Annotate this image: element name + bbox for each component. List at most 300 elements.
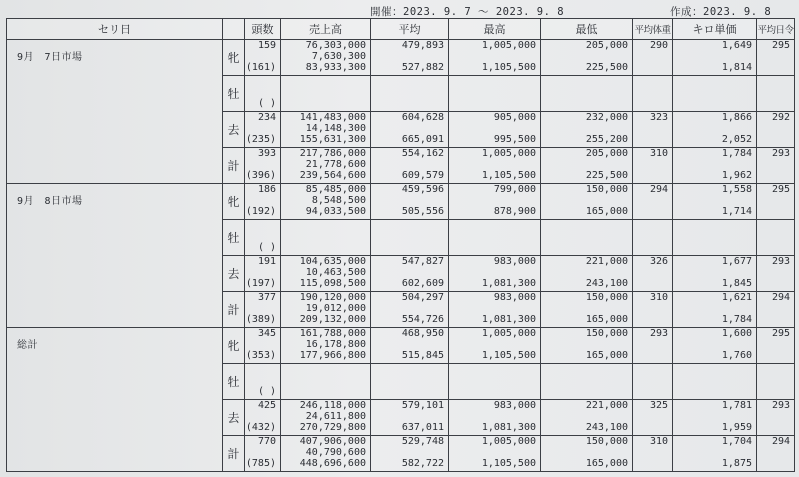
kilo-value: 1,704	[721, 436, 752, 447]
spacer	[449, 231, 536, 242]
kind-cell: 去	[223, 112, 245, 148]
sales-value: 104,635,000	[299, 256, 366, 267]
min-value: 150,000	[585, 436, 628, 447]
kilo-value: 1,621	[721, 292, 752, 303]
table-row	[7, 328, 795, 364]
spacer	[673, 87, 752, 98]
count-total: (192)	[245, 206, 276, 217]
weight-value	[633, 76, 668, 87]
age-value: 292	[771, 112, 790, 123]
spacer	[245, 447, 276, 458]
max-total: 1,105,500	[481, 350, 536, 361]
min-cell	[541, 220, 633, 256]
min-total	[541, 242, 628, 253]
sales-value	[281, 98, 366, 109]
spacer	[245, 51, 276, 62]
kind-cell: 去	[223, 256, 245, 292]
count-cell	[245, 436, 281, 472]
col-header-date: セリ日	[7, 19, 223, 40]
table-body	[7, 40, 795, 472]
max-total: 1,105,500	[481, 170, 536, 181]
age-cell	[757, 76, 795, 112]
count-value: 377	[257, 292, 276, 303]
spacer	[541, 339, 628, 350]
kind-cell: 計	[223, 292, 245, 328]
max-total: 1,081,300	[481, 314, 536, 325]
weight-value: 310	[649, 436, 668, 447]
min-value: 150,000	[585, 328, 628, 339]
sales-value: 141,483,000	[299, 112, 366, 123]
max-cell	[449, 436, 541, 472]
count-cell	[245, 292, 281, 328]
spacer	[371, 339, 444, 350]
spacer	[673, 159, 752, 170]
min-total: 243,100	[585, 278, 628, 289]
max-cell	[449, 112, 541, 148]
sales-value: 19,012,000	[305, 303, 366, 314]
max-cell	[449, 292, 541, 328]
max-cell	[449, 40, 541, 76]
kilo-price-cell	[673, 220, 757, 256]
max-total: 1,105,500	[481, 458, 536, 469]
spacer	[245, 375, 276, 386]
age-value: 295	[771, 40, 790, 51]
max-value: 983,000	[493, 400, 536, 411]
kind-cell: 計	[223, 436, 245, 472]
max-cell	[449, 148, 541, 184]
count-value: 191	[257, 256, 276, 267]
min-total	[541, 98, 628, 109]
spacer	[673, 231, 752, 242]
weight-value: 294	[649, 184, 668, 195]
weight-cell	[633, 76, 673, 112]
weight-value: 323	[649, 112, 668, 123]
count-cell	[245, 256, 281, 292]
min-cell	[541, 292, 633, 328]
spacer	[673, 339, 752, 350]
col-header-kilo-price: キロ単価	[673, 19, 757, 40]
kilo-price-cell	[673, 292, 757, 328]
market-date-cell: 9月 7日市場	[7, 40, 223, 184]
count-total: (396)	[245, 170, 276, 181]
col-header-avg: 平均	[371, 19, 449, 40]
avg-total: 554,726	[401, 314, 444, 325]
avg-cell	[371, 256, 449, 292]
kilo-value: 1,600	[721, 328, 752, 339]
spacer	[449, 51, 536, 62]
age-value	[757, 220, 790, 231]
sales-cell	[281, 292, 371, 328]
kilo-price-cell	[673, 76, 757, 112]
age-cell	[757, 400, 795, 436]
sales-value	[281, 87, 366, 98]
sales-value	[281, 364, 366, 375]
kilo-price-cell	[673, 184, 757, 220]
market-date-cell: 総計	[7, 328, 223, 472]
spacer	[673, 51, 752, 62]
weight-cell	[633, 148, 673, 184]
kilo-total	[673, 386, 752, 397]
spacer	[541, 159, 628, 170]
count-total: (197)	[245, 278, 276, 289]
spacer	[245, 339, 276, 350]
max-total: 1,105,500	[481, 62, 536, 73]
sales-cell	[281, 112, 371, 148]
weight-cell	[633, 220, 673, 256]
sales-value	[281, 231, 366, 242]
spacer	[673, 195, 752, 206]
max-value: 1,005,000	[481, 328, 536, 339]
avg-cell	[371, 400, 449, 436]
avg-cell	[371, 76, 449, 112]
sales-value	[281, 375, 366, 386]
max-cell	[449, 364, 541, 400]
min-total	[541, 386, 628, 397]
avg-total: 637,011	[401, 422, 444, 433]
spacer	[541, 87, 628, 98]
kilo-value: 1,677	[721, 256, 752, 267]
kilo-value	[673, 364, 752, 375]
spacer	[541, 303, 628, 314]
kind-cell: 牡	[223, 220, 245, 256]
sales-value: 448,696,600	[299, 458, 366, 469]
spacer	[245, 195, 276, 206]
count-cell	[245, 400, 281, 436]
age-cell	[757, 436, 795, 472]
spacer	[371, 267, 444, 278]
sales-value: 239,564,600	[299, 170, 366, 181]
kilo-value: 1,866	[721, 112, 752, 123]
age-cell	[757, 148, 795, 184]
weight-cell	[633, 400, 673, 436]
max-value: 983,000	[493, 292, 536, 303]
avg-cell	[371, 40, 449, 76]
sales-value: 85,485,000	[305, 184, 366, 195]
count-total: ( )	[257, 242, 276, 253]
avg-total	[371, 242, 444, 253]
count-cell	[245, 328, 281, 364]
kilo-total: 1,760	[721, 350, 752, 361]
spacer	[449, 159, 536, 170]
avg-value: 468,950	[401, 328, 444, 339]
sales-value: 407,906,000	[299, 436, 366, 447]
sales-value: 8,548,500	[311, 195, 366, 206]
sales-value: 21,778,600	[305, 159, 366, 170]
min-total: 225,500	[585, 62, 628, 73]
market-date-cell: 9月 8日市場	[7, 184, 223, 328]
weight-value: 310	[649, 148, 668, 159]
count-value: 345	[257, 328, 276, 339]
min-cell	[541, 436, 633, 472]
count-total: (235)	[245, 134, 276, 145]
col-header-weight: 平均体重	[633, 19, 673, 40]
min-cell	[541, 76, 633, 112]
min-cell	[541, 112, 633, 148]
table-row	[7, 184, 795, 220]
spacer	[371, 447, 444, 458]
count-cell	[245, 40, 281, 76]
spacer	[449, 87, 536, 98]
kilo-total: 1,814	[721, 62, 752, 73]
sales-cell	[281, 400, 371, 436]
avg-total	[371, 386, 444, 397]
spacer	[541, 51, 628, 62]
min-total: 165,000	[585, 350, 628, 361]
weight-cell	[633, 40, 673, 76]
sales-cell	[281, 40, 371, 76]
spacer	[673, 375, 752, 386]
kilo-price-cell	[673, 112, 757, 148]
col-header-age: 平均日令	[757, 19, 795, 40]
max-cell	[449, 184, 541, 220]
sales-value: 190,120,000	[299, 292, 366, 303]
sales-cell	[281, 76, 371, 112]
sales-value: 115,098,500	[299, 278, 366, 289]
spacer	[371, 375, 444, 386]
avg-value: 529,748	[401, 436, 444, 447]
weight-cell	[633, 436, 673, 472]
spacer	[541, 267, 628, 278]
sales-cell	[281, 364, 371, 400]
kilo-price-cell	[673, 436, 757, 472]
header-row	[7, 19, 795, 40]
avg-cell	[371, 292, 449, 328]
kilo-total: 1,714	[721, 206, 752, 217]
spacer	[449, 411, 536, 422]
max-cell	[449, 220, 541, 256]
sales-value	[281, 76, 366, 87]
age-cell	[757, 220, 795, 256]
min-value: 205,000	[585, 40, 628, 51]
avg-total	[371, 98, 444, 109]
spacer	[245, 303, 276, 314]
avg-total: 609,579	[401, 170, 444, 181]
avg-value: 459,596	[401, 184, 444, 195]
kilo-value: 1,649	[721, 40, 752, 51]
spacer	[245, 231, 276, 242]
count-value: 186	[257, 184, 276, 195]
age-cell	[757, 364, 795, 400]
table-row	[7, 40, 795, 76]
count-total: (785)	[245, 458, 276, 469]
min-cell	[541, 184, 633, 220]
spacer	[449, 303, 536, 314]
sales-value	[281, 220, 366, 231]
spacer	[449, 447, 536, 458]
spacer	[673, 447, 752, 458]
kilo-price-cell	[673, 400, 757, 436]
age-value	[757, 76, 790, 87]
spacer	[245, 159, 276, 170]
kilo-value: 1,784	[721, 148, 752, 159]
kilo-total: 1,784	[721, 314, 752, 325]
spacer	[541, 411, 628, 422]
age-cell	[757, 328, 795, 364]
sales-value: 16,178,800	[305, 339, 366, 350]
sales-value: 83,933,300	[305, 62, 366, 73]
spacer	[449, 267, 536, 278]
avg-cell	[371, 364, 449, 400]
spacer	[541, 195, 628, 206]
avg-value	[371, 364, 444, 375]
max-total	[449, 386, 536, 397]
min-value	[541, 364, 628, 375]
weight-value: 326	[649, 256, 668, 267]
sales-cell	[281, 436, 371, 472]
sales-cell	[281, 148, 371, 184]
avg-cell	[371, 112, 449, 148]
min-value: 232,000	[585, 112, 628, 123]
avg-cell	[371, 328, 449, 364]
count-cell	[245, 220, 281, 256]
kilo-price-cell	[673, 256, 757, 292]
age-value: 293	[771, 148, 790, 159]
avg-value: 479,893	[401, 40, 444, 51]
count-cell	[245, 364, 281, 400]
spacer	[245, 411, 276, 422]
sales-value: 270,729,800	[299, 422, 366, 433]
sales-value: 7,630,300	[311, 51, 366, 62]
min-value	[541, 220, 628, 231]
col-header-count: 頭数	[245, 19, 281, 40]
min-total: 165,000	[585, 206, 628, 217]
age-value: 294	[771, 292, 790, 303]
avg-value: 554,162	[401, 148, 444, 159]
col-header-max: 最高	[449, 19, 541, 40]
weight-cell	[633, 364, 673, 400]
created-date: 作成：2023. 9. 8	[670, 6, 772, 18]
max-total: 1,081,300	[481, 422, 536, 433]
sales-value: 14,148,300	[305, 123, 366, 134]
spacer	[371, 411, 444, 422]
spacer	[371, 195, 444, 206]
sales-cell	[281, 328, 371, 364]
count-total: (432)	[245, 422, 276, 433]
count-value	[245, 76, 276, 87]
max-value: 983,000	[493, 256, 536, 267]
min-total: 165,000	[585, 314, 628, 325]
avg-value: 547,827	[401, 256, 444, 267]
min-total: 243,100	[585, 422, 628, 433]
max-cell	[449, 76, 541, 112]
count-value: 234	[257, 112, 276, 123]
max-cell	[449, 256, 541, 292]
max-total: 995,500	[493, 134, 536, 145]
spacer	[673, 123, 752, 134]
min-value: 150,000	[585, 292, 628, 303]
age-value: 293	[771, 400, 790, 411]
kilo-price-cell	[673, 148, 757, 184]
avg-total: 527,882	[401, 62, 444, 73]
age-value: 295	[771, 184, 790, 195]
max-value: 1,005,000	[481, 436, 536, 447]
kilo-value: 1,781	[721, 400, 752, 411]
col-header-sales: 売上高	[281, 19, 371, 40]
spacer	[371, 87, 444, 98]
sales-value	[281, 386, 366, 397]
sales-value: 161,788,000	[299, 328, 366, 339]
document-header	[370, 4, 789, 18]
sales-value: 76,303,000	[305, 40, 366, 51]
weight-value: 293	[649, 328, 668, 339]
max-value	[449, 364, 536, 375]
spacer	[541, 447, 628, 458]
avg-cell	[371, 220, 449, 256]
count-value: 159	[257, 40, 276, 51]
count-value	[245, 220, 276, 231]
spacer	[449, 375, 536, 386]
age-value	[757, 364, 790, 375]
kind-cell: 牝	[223, 40, 245, 76]
sales-value: 217,786,000	[299, 148, 366, 159]
spacer	[449, 339, 536, 350]
kilo-value: 1,558	[721, 184, 752, 195]
age-cell	[757, 184, 795, 220]
weight-cell	[633, 292, 673, 328]
min-total: 225,500	[585, 170, 628, 181]
count-total: (161)	[245, 62, 276, 73]
count-cell	[245, 112, 281, 148]
max-cell	[449, 328, 541, 364]
min-value: 221,000	[585, 400, 628, 411]
kind-cell: 計	[223, 148, 245, 184]
kilo-total: 1,875	[721, 458, 752, 469]
min-cell	[541, 400, 633, 436]
kilo-value	[673, 220, 752, 231]
sales-value: 94,033,500	[305, 206, 366, 217]
age-cell	[757, 292, 795, 328]
min-total: 255,200	[585, 134, 628, 145]
min-cell	[541, 364, 633, 400]
spacer	[245, 267, 276, 278]
spacer	[541, 375, 628, 386]
avg-value: 504,297	[401, 292, 444, 303]
spacer	[541, 123, 628, 134]
kilo-value	[673, 76, 752, 87]
spacer	[371, 51, 444, 62]
count-value: 770	[257, 436, 276, 447]
sales-table	[6, 18, 795, 472]
count-total: ( )	[257, 386, 276, 397]
spacer	[449, 123, 536, 134]
kilo-total	[673, 98, 752, 109]
avg-cell	[371, 184, 449, 220]
sales-value: 209,132,000	[299, 314, 366, 325]
min-cell	[541, 328, 633, 364]
kilo-total: 2,052	[721, 134, 752, 145]
avg-total: 602,609	[401, 278, 444, 289]
avg-total: 582,722	[401, 458, 444, 469]
max-total: 878,900	[493, 206, 536, 217]
sales-value: 40,790,600	[305, 447, 366, 458]
age-cell	[757, 40, 795, 76]
avg-value: 579,101	[401, 400, 444, 411]
min-cell	[541, 148, 633, 184]
avg-total: 665,091	[401, 134, 444, 145]
age-cell	[757, 112, 795, 148]
avg-value	[371, 76, 444, 87]
weight-value	[633, 220, 668, 231]
col-header-min: 最低	[541, 19, 633, 40]
spacer	[371, 123, 444, 134]
kind-cell: 去	[223, 400, 245, 436]
kilo-price-cell	[673, 328, 757, 364]
min-value: 150,000	[585, 184, 628, 195]
count-cell	[245, 184, 281, 220]
kilo-total: 1,845	[721, 278, 752, 289]
sales-value: 10,463,500	[305, 267, 366, 278]
min-cell	[541, 40, 633, 76]
